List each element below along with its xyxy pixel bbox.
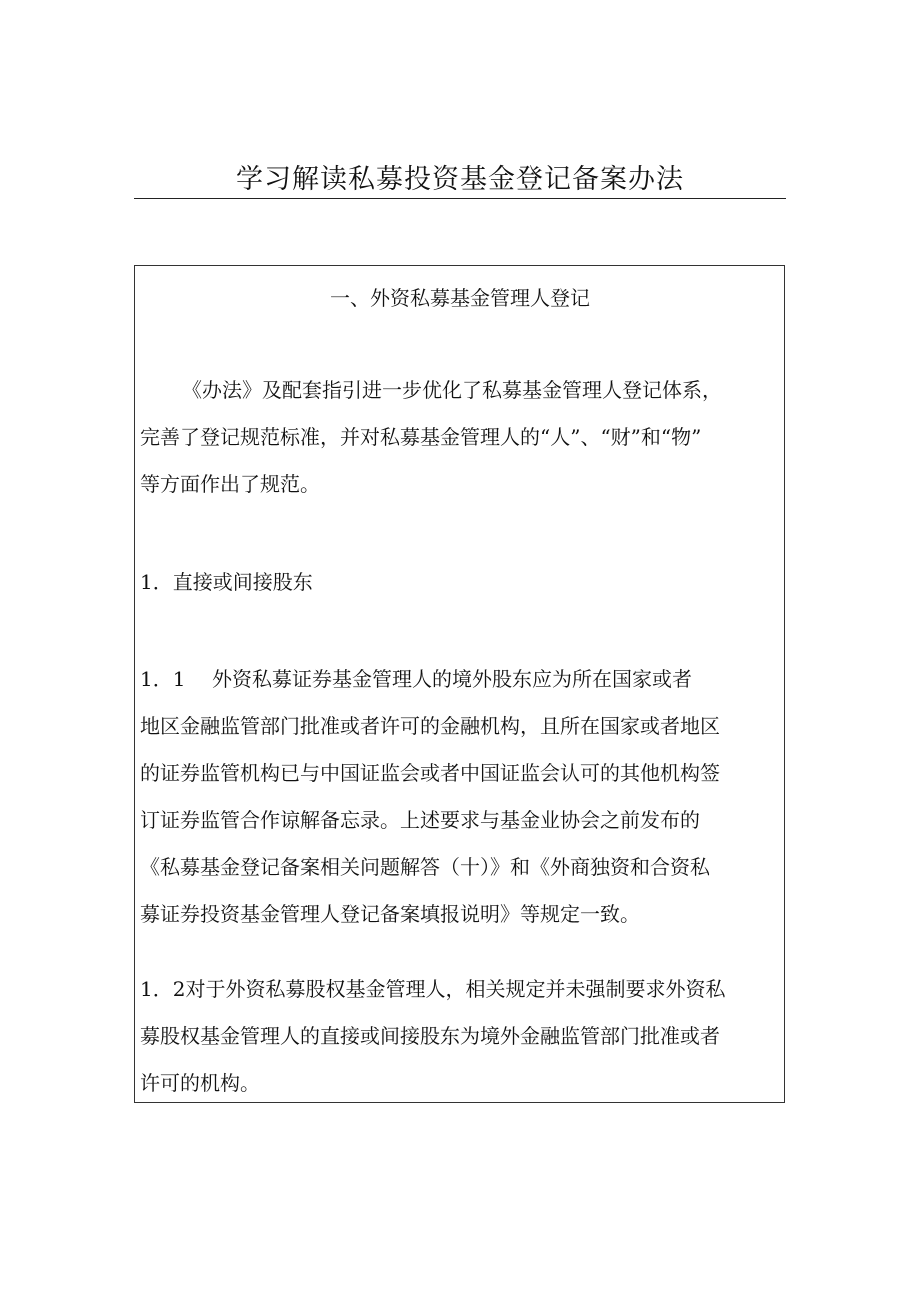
item-1-2-paragraph [140, 966, 783, 1107]
item-1-1-line: 募证券投资基金管理人登记备案填报说明》等规定一致。 [140, 902, 640, 926]
item-1-1-line: 外资私募证券基金管理人的境外股东应为所在国家或者 [212, 667, 692, 691]
item-1-1-line: 《私募基金登记备案相关问题解答（十）》和《外商独资和合资私 [140, 855, 710, 879]
item-1-2-line: 1．2对于外资私募股权基金管理人，相关规定并未强制要求外资私 [140, 977, 726, 1001]
intro-line: 完善了登记规范标准，并对私募基金管理人的“人”、“财”和“物” [140, 425, 702, 449]
heading-direct-indirect-shareholders [140, 559, 783, 606]
item-1-2-line: 募股权基金管理人的直接或间接股东为境外金融监管部门批准或者 [140, 1024, 720, 1048]
item-1-1-number: 1．1 [140, 667, 186, 691]
intro-line: 《办法》及配套指引进一步优化了私募基金管理人登记体系， [182, 378, 722, 402]
heading-text: 1．直接或间接股东 [140, 570, 313, 594]
item-1-1-line: 地区金融监管部门批准或者许可的金融机构，且所在国家或者地区 [140, 714, 720, 738]
intro-line: 等方面作出了规范。 [140, 472, 320, 496]
section-title: 一、外资私募基金管理人登记 [330, 286, 590, 310]
title-underline [134, 198, 786, 199]
item-1-1-first-line [140, 656, 783, 703]
item-1-1-line: 订证券监管合作谅解备忘录。上述要求与基金业协会之前发布的 [140, 808, 700, 832]
intro-paragraph [140, 367, 783, 508]
document-title: 学习解读私募投资基金登记备案办法 [236, 164, 684, 195]
item-1-1-paragraph [140, 656, 783, 938]
item-1-2-line: 许可的机构。 [140, 1071, 260, 1095]
item-1-1-line: 的证券监管机构已与中国证监会或者中国证监会认可的其他机构签 [140, 761, 720, 785]
